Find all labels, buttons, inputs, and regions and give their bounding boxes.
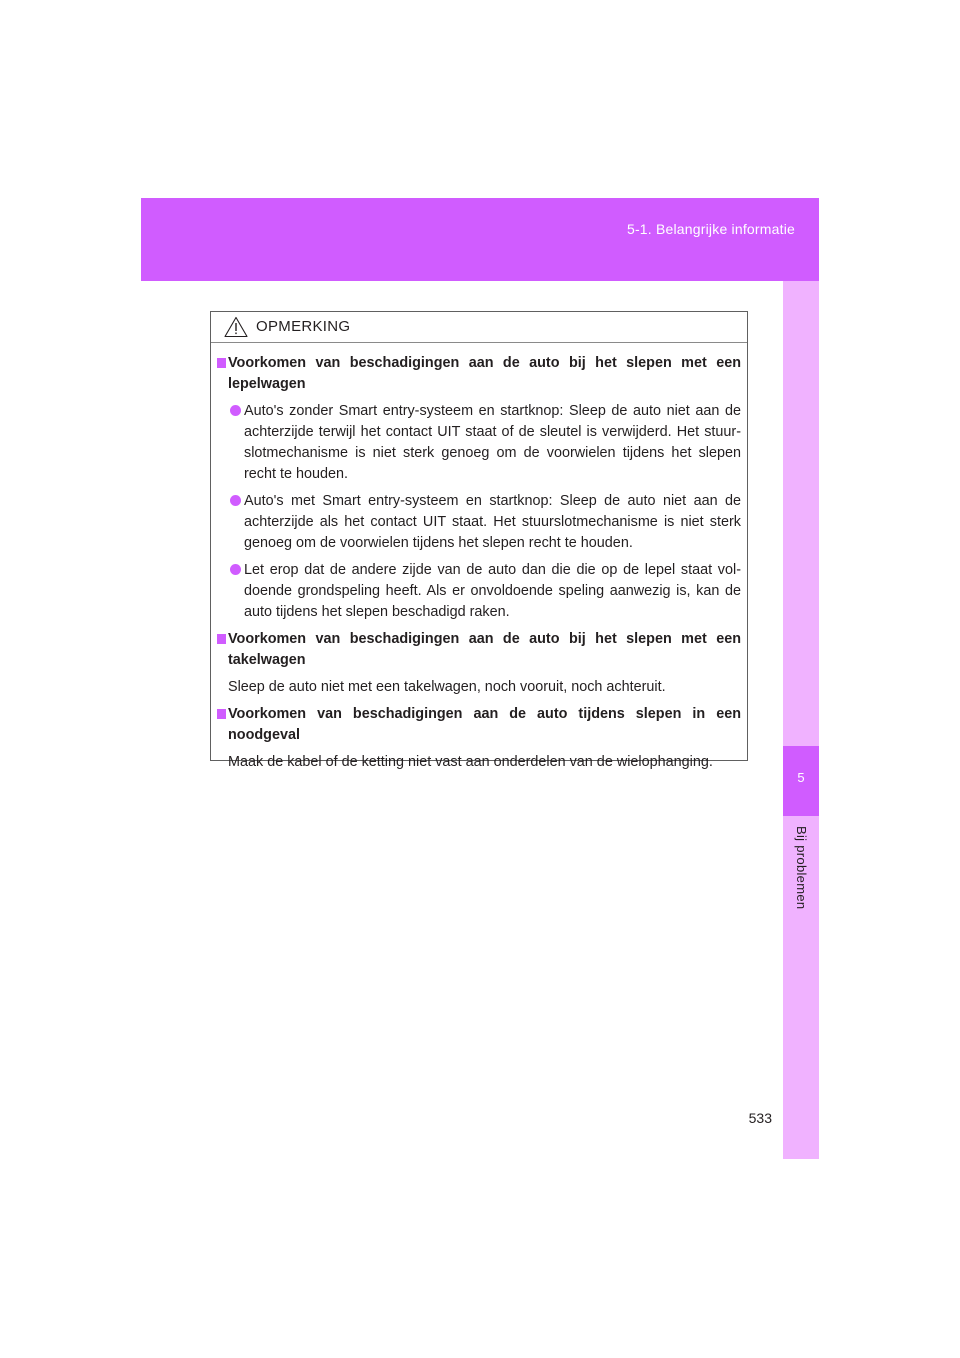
list-item <box>217 491 741 554</box>
notice-body <box>211 343 747 773</box>
section-heading-text: Voorkomen van beschadigingen aan de auto tijdens slepen in een noodgeval <box>228 706 741 743</box>
section-heading <box>217 353 741 395</box>
notice-box <box>210 311 748 770</box>
section-text: Sleep de auto niet met een takelwagen, noch vooruit, noch achteruit. <box>228 679 666 695</box>
header-band <box>141 198 819 281</box>
notice-title: OPMERKING <box>256 318 351 335</box>
chapter-side-tab <box>783 281 819 1159</box>
chapter-number: 5 <box>797 770 805 785</box>
round-bullet-icon <box>230 564 241 575</box>
warning-triangle-icon <box>224 316 248 338</box>
section-text: Maak de kabel of de ketting niet vast aan onderdelen van de wielophanging. <box>228 754 713 770</box>
list-item-text: Auto's zonder Smart entry-systeem en startknop: Sleep de auto niet aan de achterzijde terwijl het contact UIT staat of de sleutel is verwijderd. Het stuur-slotmechanisme is niet sterk genoeg om de voorwielen tijdens het slepen recht te houden. <box>244 403 741 482</box>
page-number: 533 <box>748 1110 772 1126</box>
chapter-label: Bij problemen <box>794 826 809 910</box>
section-title: 5-1. Belangrijke informatie <box>626 221 795 237</box>
section-heading-text: Voorkomen van beschadigingen aan de auto bij het slepen met een lepelwagen <box>228 355 741 392</box>
square-bullet-icon <box>217 709 226 719</box>
section-heading-text: Voorkomen van beschadigingen aan de auto bij het slepen met een takelwagen <box>228 631 741 668</box>
round-bullet-icon <box>230 405 241 416</box>
notice-header <box>211 312 747 343</box>
round-bullet-icon <box>230 495 241 506</box>
list-item <box>217 560 741 623</box>
square-bullet-icon <box>217 358 226 368</box>
chapter-number-block <box>783 746 819 816</box>
list-item-text: Auto's met Smart entry-systeem en startknop: Sleep de auto niet aan de achterzijde als het contact UIT staat. Het stuurslotmechanisme is niet sterk genoeg om de voorwielen tijdens het slepen recht te houden. <box>244 493 741 551</box>
list-item-text: Let erop dat de andere zijde van de auto dan die die op de lepel staat vol-doende grondspeling heeft. Als er onvoldoende speling aanwezig is, kan de auto tijdens het slepen beschadigd raken. <box>244 562 741 620</box>
square-bullet-icon <box>217 634 226 644</box>
list-item <box>217 401 741 485</box>
section-heading <box>217 704 741 746</box>
section-heading <box>217 629 741 671</box>
